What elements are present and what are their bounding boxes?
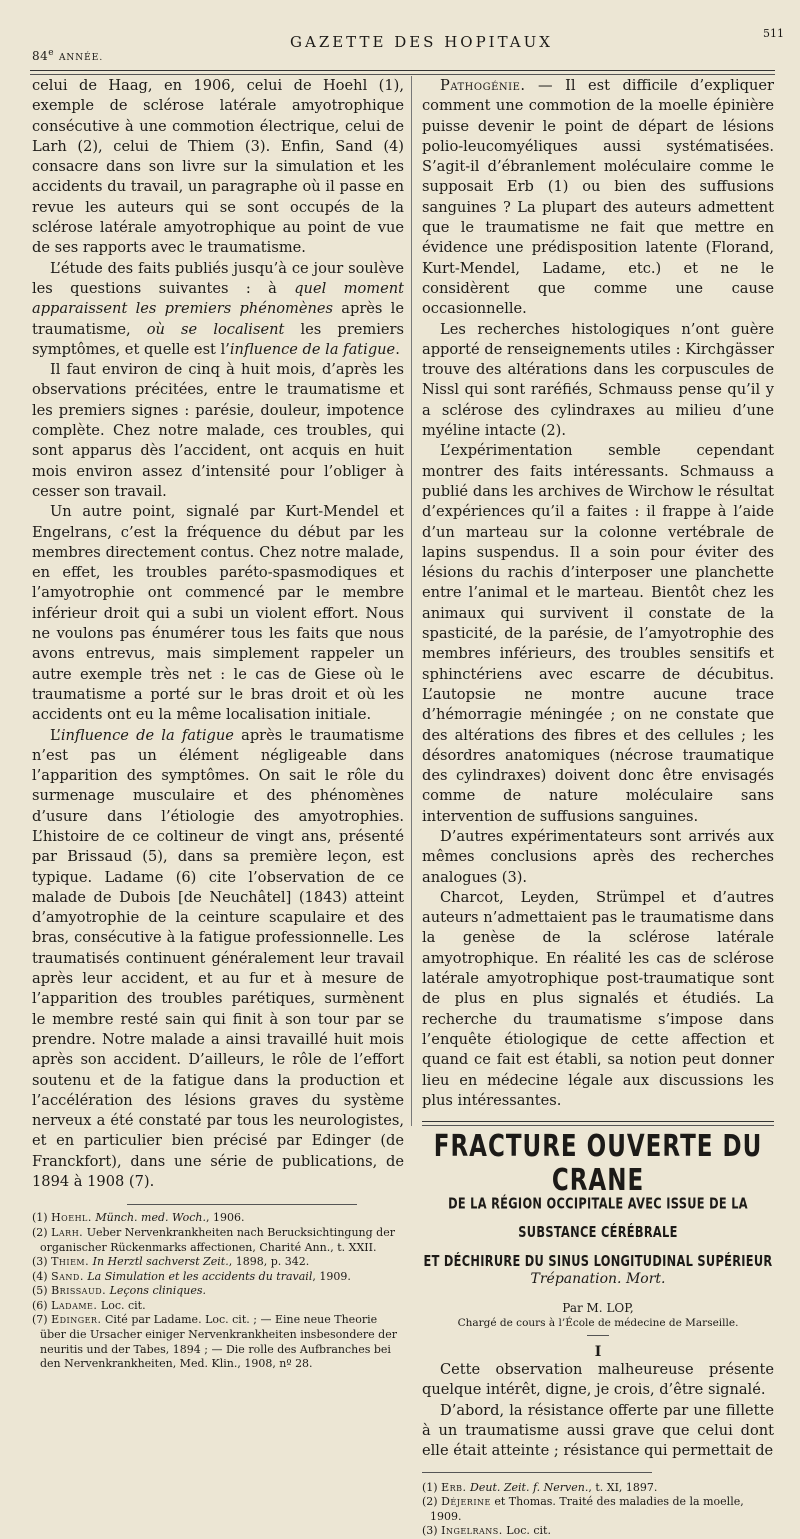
page-number: 511: [763, 27, 784, 40]
paragraph: Il faut environ de cinq à huit mois, d’après les observations précitées, entre le traumatisme et les premiers signes : parésie, douleur, impotence complète. Chez notre malade, ces troubles, qui sont apparus dès l’accident, ont acquis en huit mois environ assez d’intensité pour l’obliger à cesser son travail.: [32, 361, 404, 500]
footnotes-right: [422, 1481, 774, 1539]
footnote: (3) Ingelrans. Loc. cit.: [422, 1524, 551, 1538]
article-affiliation: Chargé de cours à l’École de médecine de Marseille.: [457, 1317, 739, 1330]
paragraph: L’expérimentation semble cependant montrer des faits intéressants. Schmauss a publié dans les archives de Wirchow le résultat d’expériences qu’il a faites : il frappe à l’aide d’un marteau sur la colonne vertébrale de lapins suspendus. Il a soin pour éviter des lésions du rachis d’interposer une planchette entre l’animal et le marteau. Bientôt chez les animaux qui survivent il constate de la spasticité, de la parésie, de l’amyotrophie des membres inférieurs, des troubles sensitifs et sphinctériens avec escarre de décubitus. L’autopsie ne montre aucune trace d’hémorragie méningée ; on ne constate que des altérations des fibres et des cellules ; les désordres anatomiques (nécrose traumatique des cylindraxes) doivent donc être envisagés comme de nature moléculaire sans intervention de suffusions sanguines.: [422, 442, 774, 825]
left-column: [32, 76, 404, 1372]
issue-year: 84e ANNÉE.: [32, 48, 104, 63]
header-rule: [30, 70, 775, 71]
article-author: Par M. LOP,: [562, 1301, 634, 1316]
footnote: (1) Erb. Deut. Zeit. f. Nerven., t. XI, 1897.: [422, 1480, 658, 1494]
paragraph: Les recherches histologiques n’ont guère apporté de renseignements utiles : Kirchgässer trouve des altérations dans les corpuscules de Nissl qui sont raréfiés, Schmauss pense qu’il y a sclérose des cylindraxes au milieu d’une myéline intacte (2).: [422, 320, 774, 440]
footnote: (7) Edinger. Cité par Ladame. Loc. cit. ; — Eine neue Theorie über die Ursacher einiger Nervenkrankheiten insbesondere der neuritis und der Tabes, 1894 ; — Die rolle des Aufbranches bei den Nervenkrankheiten, Med. Klin., 1908, nº 28.: [32, 1313, 397, 1371]
footnote: (2) Larh. Ueber Nervenkrankheiten nach Berucksichtingung der organischer Rückenmarks affectionen, Charité Ann., t. XXII.: [32, 1225, 395, 1254]
article-trepanation: Trépanation. Mort.: [530, 1271, 666, 1288]
paragraph: Un autre point, signalé par Kurt-Mendel et Engelrans, c’est la fréquence du début par les membres directement contus. Chez notre malade, en effet, les troubles paréto-spasmodiques et l’amyotrophie ont commencé par le membre inférieur droit qui a subi un violent effort. Nous ne voulons pas énumérer tous les faits que nous avons entrevus, mais simplement rappeler un autre exemple très net : le cas de Giese où le traumatisme a porté sur le bras droit et où les accidents ont eu la même localisation initiale.: [32, 503, 404, 724]
footnote-rule: [127, 1204, 357, 1205]
footnotes-left: [32, 1211, 404, 1372]
paragraph: Cette observation malheureuse présente quelque intérêt, digne, je crois, d’être signalé.: [422, 1361, 774, 1399]
footnote: (6) Ladame. Loc. cit.: [32, 1298, 146, 1312]
footnote: (1) Hoehl. Münch. med. Woch., 1906.: [32, 1211, 245, 1225]
footnote: (4) Sand. La Simulation et les accidents du travail, 1909.: [32, 1269, 351, 1283]
journal-title: GAZETTE DES HOPITAUX: [290, 33, 553, 51]
article-title: FRACTURE OUVERTE DU CRANE: [433, 1130, 763, 1198]
paragraph: celui de Haag, en 1906, celui de Hoehl (1), exemple de sclérose latérale amyotrophique consécutive à une commotion électrique, celui de Larh (2), celui de Thiem (3). Enfin, Sand (4) consacre dans son livre sur la simulation et les accidents du travail, un paragraphe où il passe en revue les auteurs qui se sont occupés de la sclérose latérale amyotrophique au point de vue de ses rapports avec le traumatisme.: [32, 77, 404, 257]
right-column: [422, 76, 774, 1539]
footnote-rule: [422, 1472, 652, 1473]
paragraph: Pathogénie. — Il est difficile d’expliquer comment une commotion de la moelle épinière puisse devenir le point de départ de lésions polio-leucomyéliques aussi systématisées. S’agit-il d’ébranlement moléculaire comme le supposait Erb (1) ou bien des suffusions sanguines ? La plupart des auteurs admettent que le traumatisme ne fait que mettre en évidence une prédisposition latente (Florand, Kurt-Mendel, Ladame, etc.) et ne le considèrent que comme une cause occasionnelle.: [422, 77, 774, 318]
column-divider: [411, 76, 412, 1126]
article-rule: [422, 1121, 774, 1122]
footnote: (5) Brissaud. Leçons cliniques.: [32, 1284, 207, 1298]
paragraph: Charcot, Leyden, Strümpel et d’autres auteurs n’admettaient pas le traumatisme dans la genèse de la sclérose latérale amyotrophique. En réalité les cas de sclérose latérale amyotrophique post-traumatique sont de plus en plus signalés et étudiés. La recherche du traumatisme s’impose dans l’enquête étiologique de cette affection et quand ce fait est établi, sa notion peut donner lieu en médecine légale aux discussions les plus intéressantes.: [422, 888, 774, 1109]
section-number: I: [594, 1344, 602, 1361]
paragraph: D’autres expérimentateurs sont arrivés aux mêmes conclusions après des recherches analogues (3).: [422, 827, 774, 886]
paragraph: L’influence de la fatigue après le traumatisme n’est pas un élément négligeable dans l’apparition des symptômes. On sait le rôle du surmenage musculaire et des phénomènes d’usure dans l’étiologie des amyotrophies. L’histoire de ce coltineur de vingt ans, présenté par Brissaud (5), dans sa première leçon, est typique. Ladame (6) cite l’observation de ce malade de Dubois [de Neuchâtel] (1843) atteint d’amyotrophie de la ceinture scapulaire et des bras, consécutive à la fatigue professionnelle. Les traumatisés continuent généralement leur travail après leur accident, et au fur et à mesure de l’apparition des troubles parétiques, surmènent le membre resté sain qui finit à son tour par se prendre. Notre malade a ainsi travaillé huit mois après son accident. D’ailleurs, le rôle de l’effort soutenu et de la fatigue dans la production et l’accélération des lésions graves du système nerveux a été constaté par tous les neurologistes, et en particulier bien précisé par Edinger (de Franckfort), dans une série de publications, de 1894 à 1908 (7).: [32, 726, 404, 1191]
article-rule-thin: [422, 1125, 774, 1126]
footnote: (2) Déjerine et Thomas. Traité des maladies de la moelle, 1909.: [422, 1495, 744, 1523]
header-rule-thin: [30, 74, 775, 75]
footnote: (3) Thiem. In Herztl sachverst Zeit., 1898, p. 342.: [32, 1255, 310, 1269]
paragraph: D’abord, la résistance offerte par une fillette à un traumatisme aussi grave que celui dont elle était atteinte ; résistance qui permettait de: [422, 1401, 774, 1460]
article-separator: [587, 1335, 609, 1336]
article-subtitle: DE LA RÉGION OCCIPITALE AVEC ISSUE DE LA SUBSTANCE CÉRÉBRALE ET DÉCHIRURE DU SINUS LONGITUDINAL SUPÉRIEUR: [423, 1194, 773, 1270]
paragraph: L’étude des faits publiés jusqu’à ce jour soulève les questions suivantes : à quel moment apparaissent les premiers phénomènes après le traumatisme, où se localisent les premiers symptômes, et quelle est l’influence de la fatigue.: [32, 259, 404, 358]
